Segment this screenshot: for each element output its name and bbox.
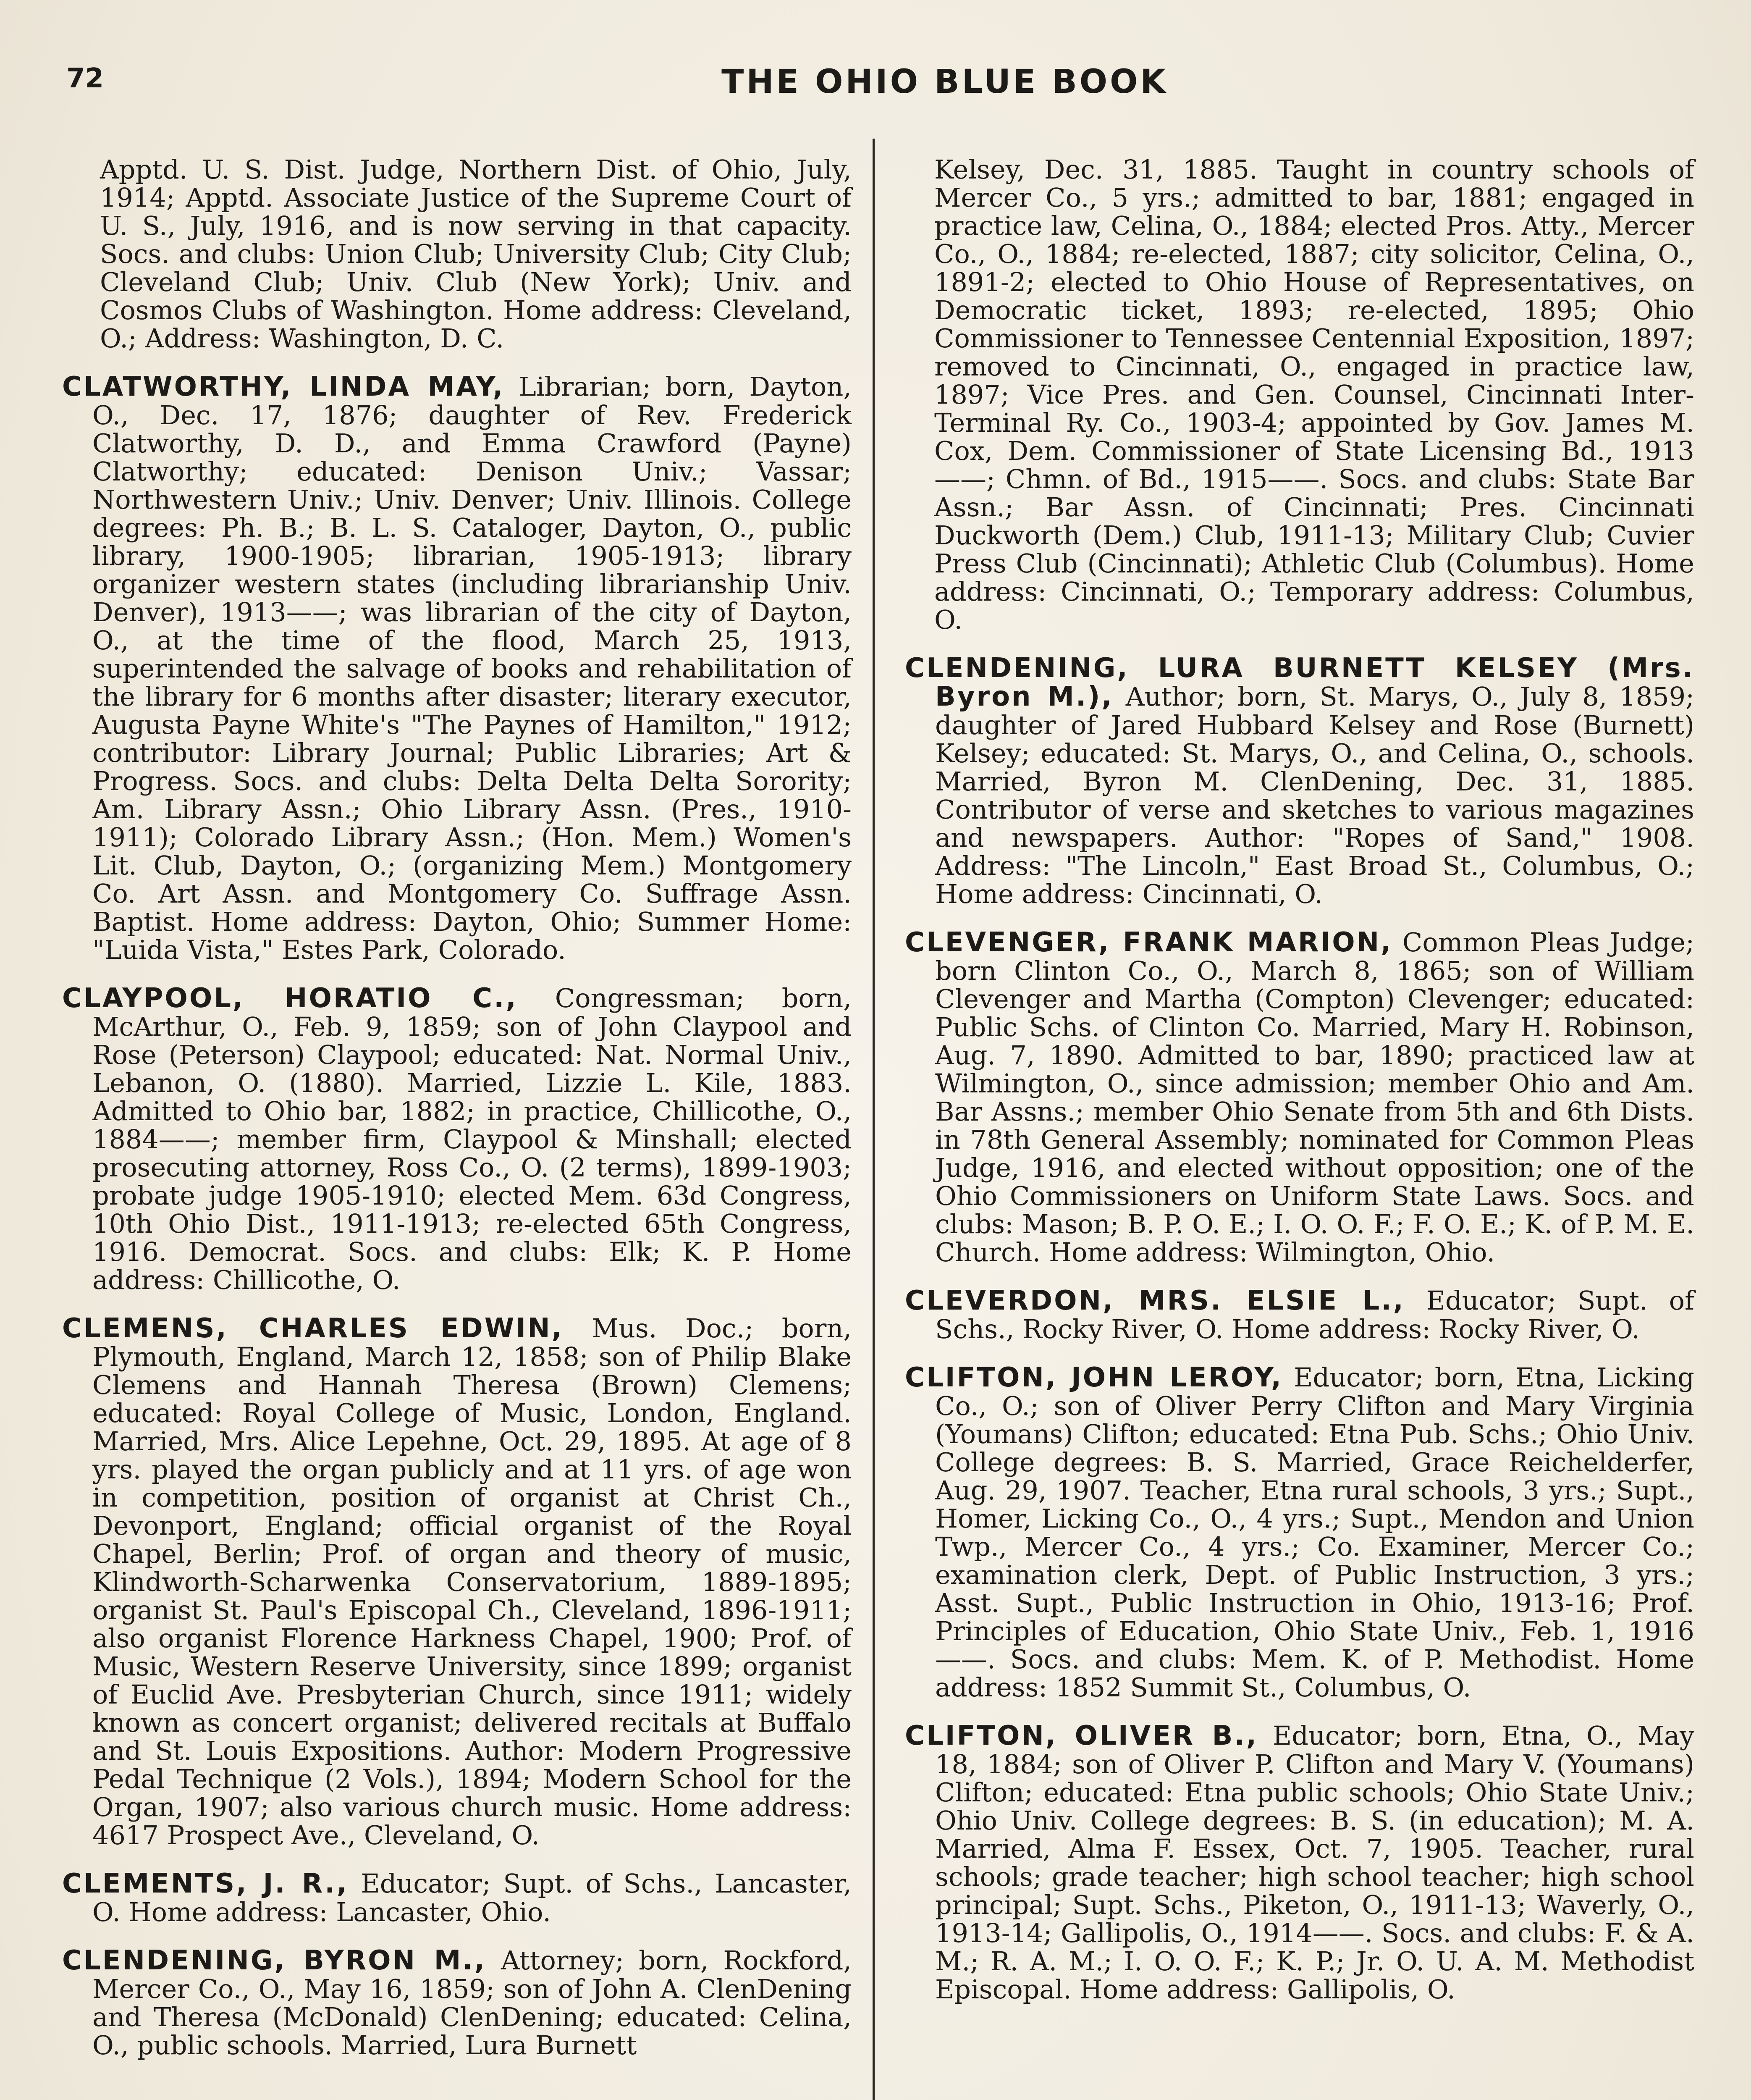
entry-name: CLIFTON, OLIVER B.,	[905, 1720, 1258, 1751]
entry-name: CLEVENGER, FRANK MARION,	[905, 927, 1393, 958]
entry-clendening-lura	[905, 654, 1694, 908]
entry-text: Common Pleas Judge; born Clinton Co., O., March 8, 1865; son of William Clevenger and Martha (Compton) Clevenger; educated: Public Schs. of Clinton Co. Married, Mary H. Robinson, Aug. 7, 1890. Admitted to bar, 1890; practiced law at Wilmington, O., since admission; member Ohio and Am. Bar Assns.; member Ohio Senate from 5th and 6th Dists. in 78th General Assembly; nominated for Common Pleas Judge, 1916, and elected without opposition; one of the Ohio Commissioners on Uniform State Laws. Socs. and clubs: Mason; B. P. O. E.; I. O. O. F.; F. O. E.; K. of P. M. E. Church. Home address: Wilmington, Ohio.	[935, 927, 1694, 1268]
continuation-text: Apptd. U. S. Dist. Judge, Northern Dist. of Ohio, July, 1914; Apptd. Associate Justice of the Supreme Court of U. S., July, 1916, and is now serving in that capacity. Socs. and clubs: Union Club; University Club; City Club; Cleveland Club; Univ. Club (New York); Univ. and Cosmos Clubs of Washington. Home address: Cleveland, O.; Address: Washington, D. C.	[100, 154, 852, 354]
entry-text: Attorney; born, Rockford, Mercer Co., O., May 16, 1859; son of John A. ClenDening and Theresa (McDonald) ClenDening; educated: Celina, O., public schools. Married, Lura Burnett	[92, 1945, 852, 2061]
left-column	[62, 155, 852, 2079]
page-number: 72	[66, 63, 104, 94]
entry-text: Author; born, St. Marys, O., July 8, 1859; daughter of Jared Hubbard Kelsey and Rose (Burnett) Kelsey; educated: St. Marys, O., and Celina, O., schools. Married, Byron M. ClenDening, Dec. 31, 1885. Contributor of verse and sketches to various magazines and newspapers. Author: "Ropes of Sand," 1908. Address: "The Lincoln," East Broad St., Columbus, O.; Home address: Cincinnati, O.	[935, 681, 1695, 909]
entry-clemens	[62, 1314, 852, 1849]
entry-name: CLIFTON, JOHN LEROY,	[905, 1362, 1283, 1393]
entry-clifton-oliver	[905, 1722, 1694, 2003]
running-head: THE OHIO BLUE BOOK	[721, 63, 1168, 101]
entry-text: Educator; born, Etna, Licking Co., O.; son of Oliver Perry Clifton and Mary Virginia (Youmans) Clifton; educated: Etna Pub. Schs.; Ohio Univ. College degrees: B. S. Married, Grace Reichelderfer, Aug. 29, 1907. Teacher, Etna rural schools, 3 yrs.; Supt., Homer, Licking Co., O., 4 yrs.; Supt., Mendon and Union Twp., Mercer Co., 4 yrs.; Co. Examiner, Mercer Co.; examination clerk, Dept. of Public Instruction, 3 yrs.; Asst. Supt., Public Instruction in Ohio, 1913-16; Prof. Principles of Education, Ohio State Univ., Feb. 1, 1916——. Socs. and clubs: Mem. K. of P. Methodist. Home address: 1852 Summit St., Columbus, O.	[935, 1362, 1694, 1703]
entry-text: Educator; Supt. of Schs., Lancaster, O. Home address: Lancaster, Ohio.	[92, 1868, 852, 1927]
entry-name: CLENDENING, BYRON M.,	[62, 1945, 487, 1976]
entry-claypool	[62, 984, 852, 1294]
entry-clatworthy	[62, 373, 852, 964]
entry-cleverdon	[905, 1286, 1694, 1343]
entry-clifton-john	[905, 1363, 1694, 1701]
entry-name: CLENDENING, LURA BURNETT KELSEY (Mrs. Byron M.),	[905, 653, 1694, 712]
right-column	[905, 155, 1694, 2024]
entry-name: CLAYPOOL, HORATIO C.,	[62, 983, 518, 1014]
entry-text: Congressman; born, McArthur, O., Feb. 9, 1859; son of John Claypool and Rose (Peterson) Claypool; educated: Nat. Normal Univ., Lebanon, O. (1880). Married, Lizzie L. Kile, 1883. Admitted to Ohio bar, 1882; in practice, Chillicothe, O., 1884——; member firm, Claypool & Minshall; elected prosecuting attorney, Ross Co., O. (2 terms), 1899-1903; probate judge 1905-1910; elected Mem. 63d Congress, 10th Ohio Dist., 1911-1913; re-elected 65th Congress, 1916. Democrat. Socs. and clubs: Elk; K. P. Home address: Chillicothe, O.	[92, 983, 852, 1295]
entry-text: Educator; Supt. of Schs., Rocky River, O. Home address: Rocky River, O.	[935, 1285, 1694, 1344]
entry-text: Librarian; born, Dayton, O., Dec. 17, 1876; daughter of Rev. Frederick Clatworthy, D. D., and Emma Crawford (Payne) Clatworthy; educated: Denison Univ.; Vassar; Northwestern Univ.; Univ. Denver; Univ. Illinois. College degrees: Ph. B.; B. L. S. Cataloger, Dayton, O., public library, 1900-1905; librarian, 1905-1913; library organizer western states (including librarianship Univ. Denver), 1913——; was librarian of the city of Dayton, O., at the time of the flood, March 25, 1913, superintended the salvage of books and rehabilitation of the library for 6 months after disaster; literary executor, Augusta Payne White's "The Paynes of Hamilton," 1912; contributor: Library Journal; Public Libraries; Art & Progress. Socs. and clubs: Delta Delta Delta Sorority; Am. Library Assn.; Ohio Library Assn. (Pres., 1910-1911); Colorado Library Assn.; (Hon. Mem.) Women's Lit. Club, Dayton, O.; (organizing Mem.) Montgomery Co. Art Assn. and Montgomery Co. Suffrage Assn. Baptist. Home address: Dayton, Ohio; Summer Home: "Luida Vista," Estes Park, Colorado.	[92, 371, 852, 965]
continuation-text: Kelsey, Dec. 31, 1885. Taught in country schools of Mercer Co., 5 yrs.; admitted to bar, 1881; engaged in practice law, Celina, O., 1884; elected Pros. Atty., Mercer Co., O., 1884; re-elected, 1887; city solicitor, Celina, O., 1891-2; elected to Ohio House of Representatives, on Democratic ticket, 1893; re-elected, 1895; Ohio Commissioner to Tennessee Centennial Exposition, 1897; removed to Cincinnati, O., engaged in practice law, 1897; Vice Pres. and Gen. Counsel, Cincinnati Inter-Terminal Ry. Co., 1903-4; appointed by Gov. James M. Cox, Dem. Commissioner of State Licensing Bd., 1913——; Chmn. of Bd., 1915——. Socs. and clubs: State Bar Assn.; Bar Assn. of Cincinnati; Pres. Cincinnati Duckworth (Dem.) Club, 1911-13; Military Club; Cuvier Press Club (Cincinnati); Athletic Club (Columbus). Home address: Cincinnati, O.; Temporary address: Columbus, O.	[934, 154, 1694, 635]
entry-name: CLATWORTHY, LINDA MAY,	[62, 371, 505, 402]
entry-text: Mus. Doc.; born, Plymouth, England, March 12, 1858; son of Philip Blake Clemens and Hannah Theresa (Brown) Clemens; educated: Royal College of Music, London, England. Married, Mrs. Alice Lepehne, Oct. 29, 1895. At age of 8 yrs. played the organ publicly and at 11 yrs. of age won in competition, position of organist at Christ Ch., Devonport, England; official organist of the Royal Chapel, Berlin; Prof. of organ and theory of music, Klindworth-Scharwenka Conservatorium, 1889-1895; organist St. Paul's Episcopal Ch., Cleveland, 1896-1911; also organist Florence Harkness Chapel, 1900; Prof. of Music, Western Reserve University, since 1899; organist of Euclid Ave. Presbyterian Church, since 1911; widely known as concert organist; delivered recitals at Buffalo and St. Louis Expositions. Author: Modern Progressive Pedal Technique (2 Vols.), 1894; Modern School for the Organ, 1907; also various church music. Home address: 4617 Prospect Ave., Cleveland, O.	[92, 1313, 852, 1851]
entry-text: Educator; born, Etna, O., May 18, 1884; son of Oliver P. Clifton and Mary V. (Youmans) Clifton; educated: Etna public schools; Ohio State Univ.; Ohio Univ. College degrees: B. S. (in education); M. A. Married, Alma F. Essex, Oct. 7, 1905. Teacher, rural schools; grade teacher; high school teacher; high school principal; Supt. Schs., Piketon, O., 1911-13; Waverly, O., 1913-14; Gallipolis, O., 1914——. Socs. and clubs: F. & A. M.; R. A. M.; I. O. O. F.; K. P.; Jr. O. U. A. M. Methodist Episcopal. Home address: Gallipolis, O.	[935, 1720, 1694, 2005]
entry-name: CLEMENS, CHARLES EDWIN,	[62, 1313, 564, 1344]
entry-name: CLEVERDON, MRS. ELSIE L.,	[905, 1285, 1405, 1316]
entry-clements	[62, 1869, 852, 1926]
column-divider	[873, 139, 875, 2100]
entry-clendening-byron	[62, 1946, 852, 2059]
entry-clevenger	[905, 928, 1694, 1266]
entry-name: CLEMENTS, J. R.,	[62, 1868, 349, 1899]
